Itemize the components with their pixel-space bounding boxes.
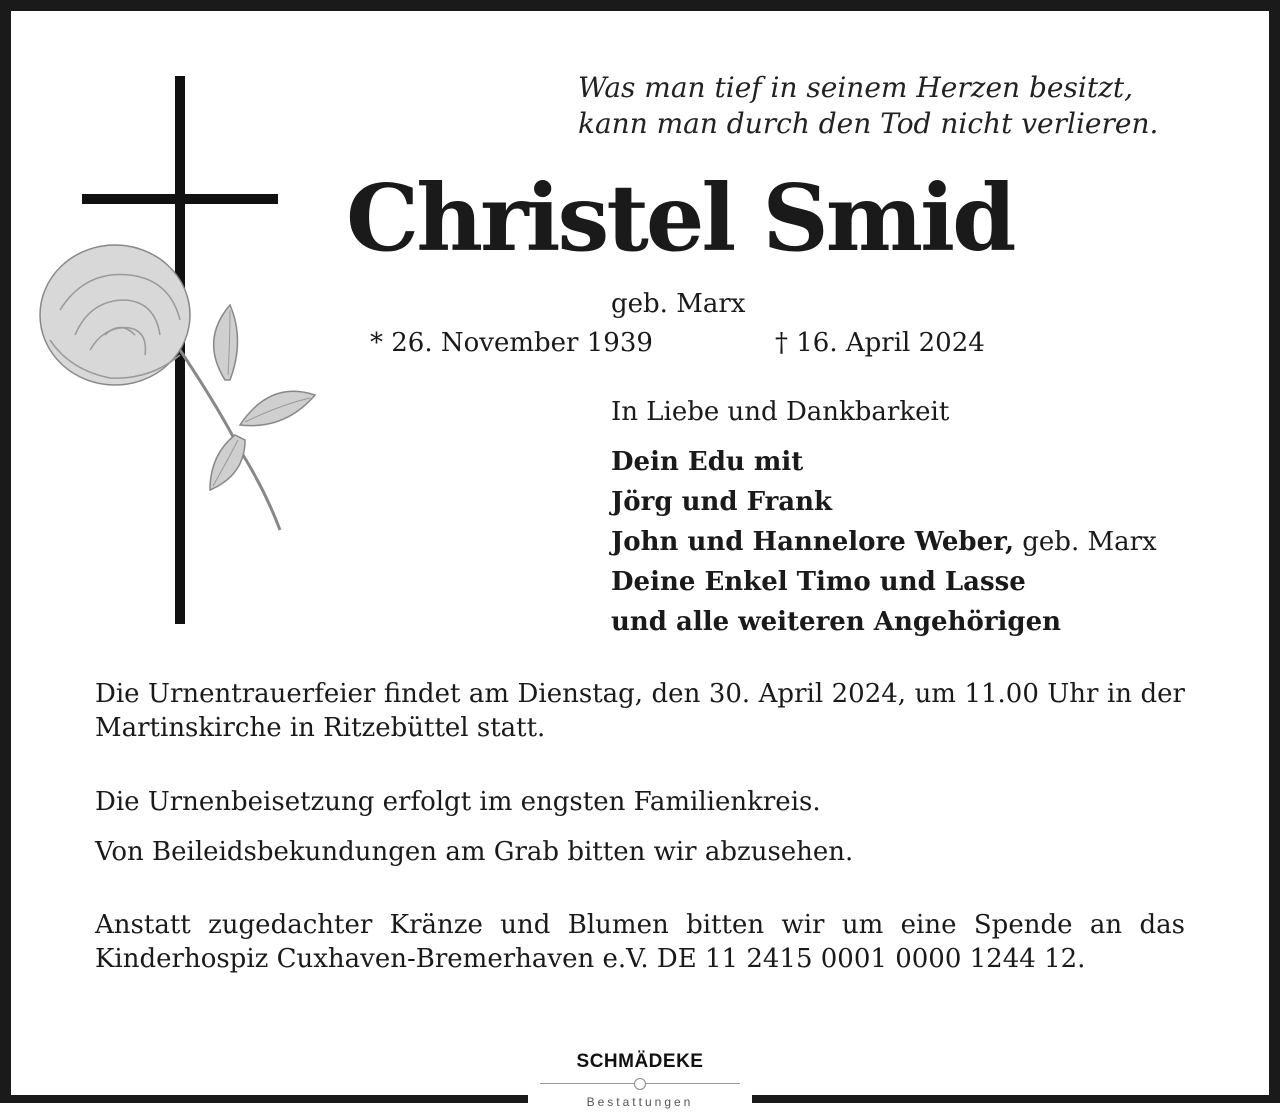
mourner-line: Jörg und Frank — [611, 487, 833, 517]
funeral-home-name: SCHMÄDEKE — [576, 1051, 704, 1072]
mourners-list — [611, 442, 1157, 642]
quote — [578, 70, 1158, 142]
dedication: In Liebe und Dankbarkeit — [611, 397, 950, 427]
mourner-line: John und Hannelore Weber, geb. Marx — [611, 527, 1157, 557]
maiden-name: geb. Marx — [611, 289, 746, 319]
deceased-name: Christel Smid — [346, 164, 1014, 272]
mourner-line: und alle weiteren Angehörigen — [611, 607, 1062, 637]
funeral-home-subtitle: Bestattungen — [586, 1095, 694, 1109]
border-top — [0, 0, 1280, 11]
quote-line-1: Was man tief in seinem Herzen besitzt, — [578, 71, 1133, 104]
logo-divider — [540, 1076, 740, 1090]
ceremony-notice: Die Urnentrauerfeier findet am Dienstag, den 30. April 2024, um 11.00 Uhr in der Martinskirche in Ritzebüttel statt. — [95, 679, 1185, 743]
condolences-notice: Von Beileidsbekundungen am Grab bitten wir abzusehen. — [95, 837, 854, 867]
birth-date: * 26. November 1939 — [370, 328, 653, 358]
rose-icon — [30, 240, 330, 540]
burial-notice: Die Urnenbeisetzung erfolgt im engsten Familienkreis. — [95, 787, 821, 817]
funeral-home-logo — [540, 1050, 740, 1114]
border-right — [1269, 0, 1280, 1102]
border-bottom-left — [0, 1095, 528, 1103]
border-left — [0, 0, 11, 1102]
death-date: † 16. April 2024 — [775, 328, 985, 358]
cross-bar — [82, 194, 278, 204]
quote-line-2: kann man durch den Tod nicht verlieren. — [578, 107, 1159, 140]
mourner-line: Deine Enkel Timo und Lasse — [611, 567, 1026, 597]
donation-notice: Anstatt zugedachter Kränze und Blumen bitten wir um eine Spende an das Kinderhospiz Cuxhaven-Bremerhaven e.V. DE 11 2415 0001 0000 1244 12. — [95, 910, 1185, 974]
ring-icon — [634, 1078, 646, 1090]
border-bottom-right — [752, 1095, 1280, 1103]
mourner-line: Dein Edu mit — [611, 447, 804, 477]
